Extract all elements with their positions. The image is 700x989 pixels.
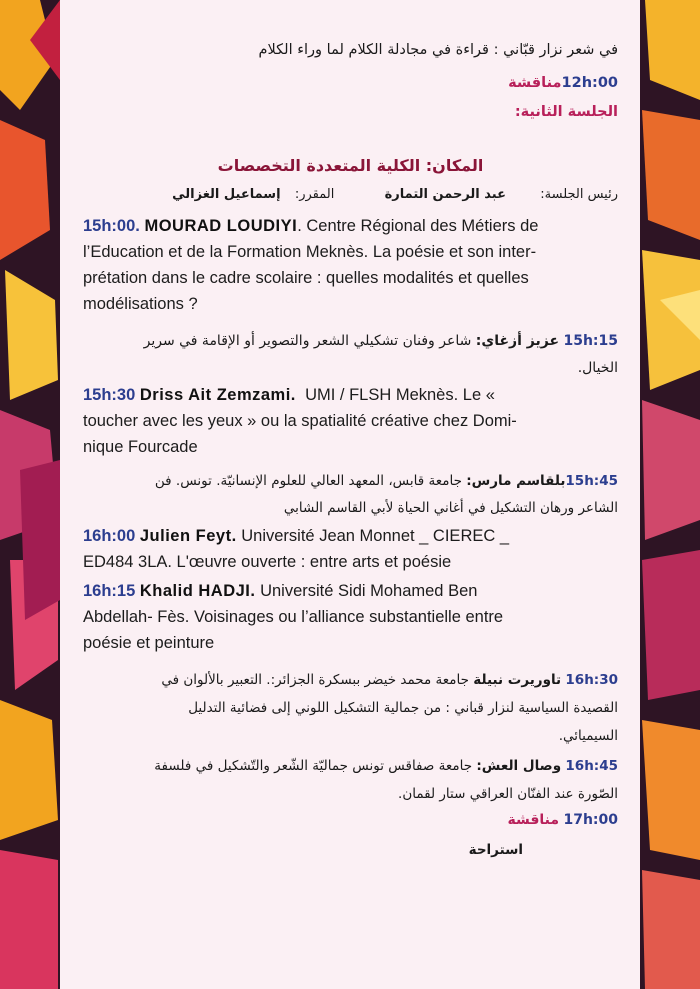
rapporteur-name: إسماعيل الغزالي: [172, 187, 281, 202]
rapporteur-label: المقرر:: [294, 187, 335, 202]
talk-3-time: 15h:30: [83, 386, 136, 404]
talk-8-speaker: وصال العش:: [476, 758, 562, 774]
talk-4: [83, 468, 618, 522]
talk-5-time: 16h:00: [83, 527, 136, 545]
talk-5-line-1: Université Jean Monnet _ CIEREC _: [241, 527, 510, 545]
talk-2: [83, 328, 618, 382]
talk-1-time: 15h:00.: [83, 217, 140, 235]
chair-name: عبد الرحمن التمارة: [384, 187, 506, 202]
chair-line: [83, 187, 618, 202]
talk-3-line-2: toucher avec les yeux » ou la spatialité créative chez Domi-: [83, 412, 517, 430]
discussion-2-time: 17h:00: [563, 812, 618, 828]
talk-2-time: 15h:15: [563, 333, 618, 349]
discussion-1-label: مناقشة: [508, 75, 562, 91]
program-content: [83, 0, 618, 989]
talk-4-line-2: الشاعر ورهان التشكيل في أغاني الحياة لأبي القاسم الشابي: [283, 500, 618, 516]
talk-7-speaker: تاوريرت نبيلة: [473, 672, 562, 688]
talk-8: [83, 752, 618, 808]
talk-6: [83, 578, 618, 656]
talk-2-line-2: الخيال.: [577, 360, 618, 376]
talk-5-line-2: ED484 3LA. L'œuvre ouverte : entre arts et poésie: [83, 553, 452, 571]
talk-7-time: 16h:30: [565, 672, 618, 688]
talk-2-speaker: عزيز أزغاي:: [475, 333, 560, 349]
talk-1-speaker: MOURAD LOUDIYI: [144, 217, 298, 235]
talk-5: [83, 523, 618, 575]
talk-4-speaker: بلقاسم مارس:: [466, 473, 566, 489]
talk-8-line-2: الصّورة عند الفنّان العراقي ستار لقمان.: [398, 786, 618, 802]
talk-6-line-3: poésie et peinture: [83, 634, 215, 652]
session-title: الجلسة الثانية:: [514, 104, 618, 120]
talk-1-line-1: . Centre Régional des Métiers de: [297, 217, 539, 235]
talk-8-line-1: جامعة صفاقس تونس جماليّة الشّعر والتّشكيل في فلسفة: [154, 758, 473, 774]
talk-6-speaker: Khalid HADJI.: [139, 582, 256, 600]
talk-1: [83, 213, 618, 317]
talk-6-time: 16h:15: [83, 582, 136, 600]
talk-1-line-4: modélisations ?: [83, 295, 198, 313]
talk-6-line-2: Abdellah- Fès. Voisinages ou l’alliance substantielle entre: [83, 608, 504, 626]
talk-1-line-2: l’Education et de la Formation Meknès. La poésie et son inter-: [83, 243, 537, 261]
talk-3: [83, 382, 618, 460]
talk-6-line-1: Université Sidi Mohamed Ben: [260, 582, 478, 600]
talk-1-line-3: prétation dans le cadre scolaire : quelles modalités et quelles: [83, 269, 529, 287]
discussion-2-label: مناقشة: [507, 812, 560, 828]
discussion-1-time: 12h:00: [561, 75, 618, 91]
talk-3-line-3: nique Fourcade: [83, 438, 198, 456]
discussion-1: [83, 75, 618, 91]
talk-7-line-2: القصيدة السياسية لنزار قباني : من جمالية التشكيل اللوني إلى فضائية التدليل: [188, 700, 618, 716]
talk-2-line-1: شاعر وفنان تشكيلي الشعر والتصوير أو الإقامة في سرير: [143, 333, 472, 349]
intro-line: في شعر نزار قبّاني : قراءة في مجادلة الكلام لما وراء الكلام: [258, 42, 618, 58]
talk-3-speaker: Driss Ait Zemzami.: [139, 386, 296, 404]
break-label: استراحة: [468, 842, 523, 858]
talk-7-line-1: جامعة محمد خيضر ببسكرة الجزائر:. التعبير بالألوان في: [161, 672, 469, 688]
talk-3-line-1: UMI / FLSH Meknès. Le «: [305, 386, 495, 404]
talk-7: [83, 666, 618, 750]
talk-4-time: 15h:45: [565, 473, 618, 489]
talk-7-line-3: السيميائي.: [558, 728, 618, 744]
chair-label: رئيس الجلسة:: [540, 187, 618, 202]
venue-heading: المكان: الكلية المتعددة التخصصات: [217, 156, 484, 175]
discussion-2: [83, 812, 618, 828]
talk-5-speaker: Julien Feyt.: [139, 527, 237, 545]
talk-8-time: 16h:45: [565, 758, 618, 774]
talk-4-line-1: جامعة قابس، المعهد العالي للعلوم الإنسانيّة. تونس. فن: [154, 473, 462, 489]
